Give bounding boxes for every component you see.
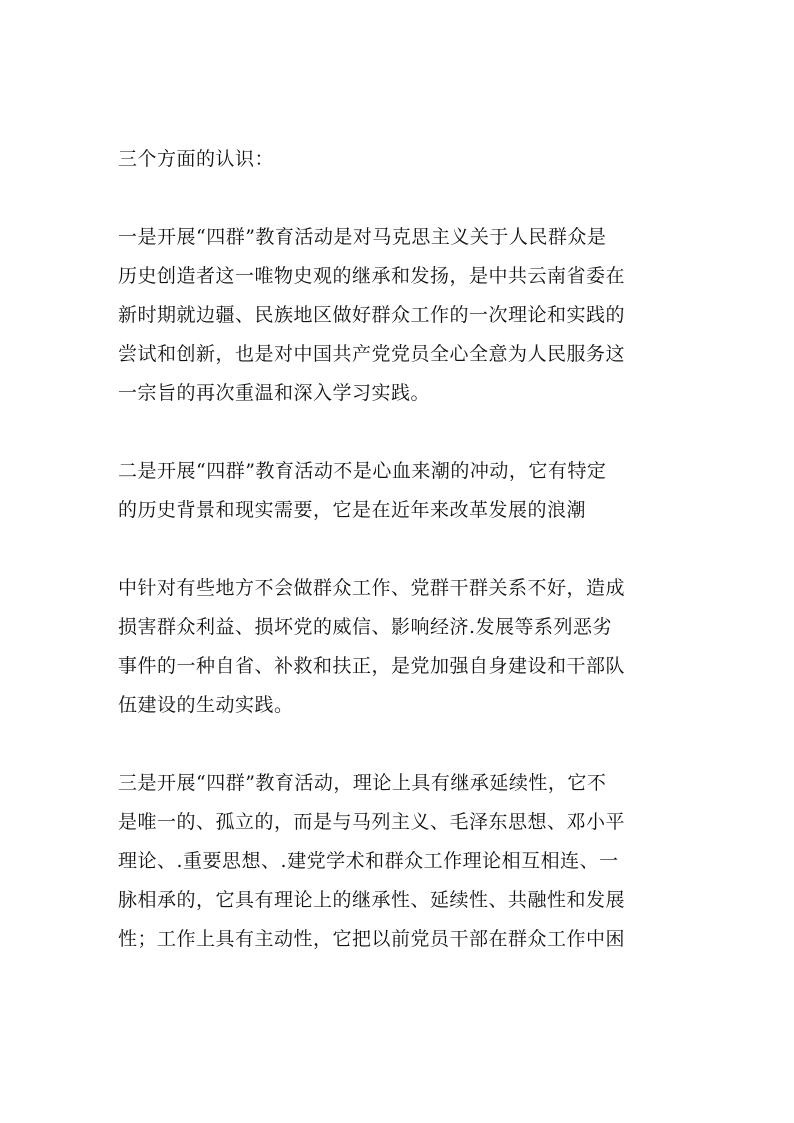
text-line: 损害群众利益、损坏党的威信、影响经济.发展等系列恶劣 [118, 616, 613, 638]
text-line: 二是开展“四群”教育活动不是心血来潮的冲动，它有特定 [118, 460, 607, 482]
text-line: 尝试和创新，也是对中国共产党党员全心全意为人民服务这 [118, 343, 626, 365]
paragraph-first-point [118, 218, 678, 413]
paragraph-gap [118, 179, 678, 218]
document-body [118, 140, 678, 959]
text-line: 中针对有些地方不会做群众工作、党群干群关系不好，造成 [118, 577, 626, 599]
text-line: 的历史背景和现实需要，它是在近年来改革发展的浪潮 [118, 499, 587, 521]
text-line: 三是开展“四群”教育活动，理论上具有继承延续性，它不 [118, 772, 607, 794]
text-line: 伍建设的生动实践。 [118, 694, 294, 716]
text-line: 一是开展“四群”教育活动是对马克思主义关于人民群众是 [118, 226, 607, 248]
text-line: 历史创造者这一唯物史观的继承和发扬，是中共云南省委在 [118, 265, 626, 287]
text-line: 是唯一的、孤立的，而是与马列主义、毛泽东思想、邓小平 [118, 811, 626, 833]
paragraph-second-point-continued [118, 569, 678, 725]
text-line: 性；工作上具有主动性，它把以前党员干部在群众工作中困 [118, 928, 626, 950]
paragraph-gap [118, 413, 678, 452]
text-line: 理论、.重要思想、.建党学术和群众工作理论相互相连、一 [118, 850, 619, 872]
text-line: 脉相承的，它具有理论上的继承性、延续性、共融性和发展 [118, 889, 626, 911]
paragraph-second-point [118, 452, 678, 530]
paragraph-intro [118, 140, 678, 179]
paragraph-gap [118, 725, 678, 764]
text-line: 三个方面的认识： [118, 148, 275, 170]
paragraph-gap [118, 530, 678, 569]
paragraph-third-point [118, 764, 678, 959]
text-line: 新时期就边疆、民族地区做好群众工作的一次理论和实践的 [118, 304, 626, 326]
text-line: 事件的一种自省、补救和扶正，是党加强自身建设和干部队 [118, 655, 626, 677]
text-line: 一宗旨的再次重温和深入学习实践。 [118, 382, 431, 404]
